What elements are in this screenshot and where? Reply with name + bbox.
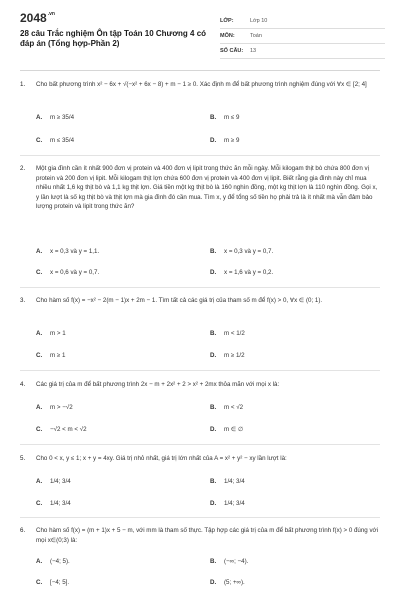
option-label: D.: [210, 137, 217, 144]
option-label: D.: [210, 269, 217, 276]
option-label: C.: [36, 137, 43, 144]
option-c[interactable]: [36, 352, 65, 359]
option-label: B.: [210, 248, 217, 255]
question-number: 1.: [20, 81, 26, 88]
option-text: x = 0,3 và y = 1,1.: [50, 248, 100, 255]
option-text: x = 0,6 và y = 0,7.: [50, 269, 100, 276]
option-b[interactable]: [210, 558, 248, 565]
option-c[interactable]: [36, 500, 71, 507]
meta-value: Lớp 10: [250, 18, 268, 24]
option-text: (−4; 5).: [50, 558, 70, 565]
page-header: [0, 0, 400, 60]
option-label: D.: [210, 500, 217, 507]
option-text: m < √2: [224, 404, 244, 411]
option-label: D.: [210, 579, 217, 586]
option-label: C.: [36, 269, 43, 276]
question-stem: Cho bất phương trình x² − 6x + √(−x² + 6x − 8) + m − 1 ≥ 0. Xác định m để bất phương trình nghiệm đúng với ∀x ∈ [2; 4]: [36, 81, 367, 88]
option-label: A.: [36, 248, 43, 255]
option-text: m < 1/2: [224, 330, 245, 337]
logo-suffix: .vn: [47, 11, 55, 17]
option-label: B.: [210, 558, 217, 565]
option-label: D.: [210, 352, 217, 359]
question-6: [20, 526, 380, 545]
option-text: m ≤ 9: [224, 114, 240, 121]
option-c[interactable]: [36, 137, 74, 144]
option-b[interactable]: [210, 478, 245, 485]
question-divider: [20, 370, 380, 371]
question-number: 4.: [20, 381, 26, 388]
question-divider: [20, 155, 380, 156]
header-divider: [20, 70, 380, 71]
question-divider: [20, 517, 380, 518]
option-d[interactable]: [210, 137, 239, 144]
option-label: A.: [36, 404, 43, 411]
option-text: [−4; 5].: [50, 579, 70, 586]
question-stem: Cho hàm số f(x) = (m + 1)x + 5 − m, với mm là tham số thực. Tập hợp các giá trị của m để bất phương trình f(x) > 0 đúng với mọi x∈(0;3) là:: [36, 527, 378, 544]
question-number: 3.: [20, 297, 26, 304]
option-text: (−∞; −4).: [224, 558, 249, 565]
question-5: [20, 454, 380, 464]
document-title: 28 câu Trắc nghiệm Ôn tập Toán 10 Chương 4 có đáp án (Tổng hợp-Phần 2): [20, 29, 207, 48]
option-a[interactable]: [36, 248, 99, 255]
meta-row-subject: [220, 29, 385, 44]
option-label: A.: [36, 558, 43, 565]
option-text: x = 0,3 và y = 0,7.: [224, 248, 274, 255]
option-a[interactable]: [36, 404, 73, 411]
option-b[interactable]: [210, 114, 239, 121]
option-text: m ≤ 35/4: [50, 137, 75, 144]
option-a[interactable]: [36, 330, 66, 337]
option-text: m > 1: [50, 330, 66, 337]
option-b[interactable]: [210, 404, 243, 411]
question-number: 2.: [20, 165, 26, 172]
meta-row-count: [220, 44, 385, 59]
option-text: −√2 < m < √2: [50, 426, 87, 433]
option-d[interactable]: [210, 269, 273, 276]
option-label: B.: [210, 114, 217, 121]
question-stem: Cho hàm số f(x) = −x² − 2(m − 1)x + 2m − 1. Tìm tất cả các giá trị của tham số m để f(x) > 0, ∀x ∈ (0; 1).: [36, 297, 323, 304]
option-text: (5; +∞).: [224, 579, 245, 586]
question-divider: [20, 444, 380, 445]
option-c[interactable]: [36, 579, 69, 586]
option-text: m ≥ 1/2: [224, 352, 245, 359]
option-label: B.: [210, 404, 217, 411]
question-3: [20, 296, 380, 306]
meta-key: MÔN:: [220, 33, 235, 39]
meta-value: 13: [250, 48, 257, 54]
meta-table: [220, 14, 385, 59]
question-2: [20, 164, 380, 212]
option-d[interactable]: [210, 426, 243, 433]
option-b[interactable]: [210, 248, 273, 255]
option-label: C.: [36, 579, 43, 586]
option-label: A.: [36, 114, 43, 121]
option-text: m ≥ 9: [224, 137, 240, 144]
option-label: A.: [36, 330, 43, 337]
meta-value: Toán: [250, 33, 262, 39]
meta-row-class: [220, 14, 385, 29]
option-text: m ≥ 1: [50, 352, 66, 359]
logo-text: 2048: [20, 11, 47, 25]
option-c[interactable]: [36, 269, 99, 276]
question-stem: Một gia đình cần ít nhất 900 đơn vị protein và 400 đơn vị lipit trong thức ăn mỗi ngày. Mỗi kilogam thịt bò chứa 800 đơn vị protein và 200 đơn vị lipit. Mỗi kilogam thịt lợn chứa 600 đơn vị protein và 400 đơn vị lipit. Biết rằng gia đình này chỉ mua nhiều nhất 1,6 kg thịt bò và 1,1 kg thịt lợn. Giá tiền một kg thịt bò là 160 nghìn đồng, một kg thịt lợn là 110 nghìn đồng. Gọi x, y lần lượt là số kg thịt bò và thịt lợn mà gia đình đó cần mua. Tìm x, y để tổng số tiền họ phải trả là ít nhất mà vẫn đảm bảo lượng protein và lipit trong thức ăn?: [36, 165, 378, 210]
option-text: m ≥ 35/4: [50, 114, 75, 121]
option-text: 1/4; 3/4: [224, 500, 245, 507]
question-divider: [20, 287, 380, 288]
meta-key: LỚP:: [220, 18, 234, 24]
option-text: 1/4; 3/4: [50, 500, 71, 507]
option-a[interactable]: [36, 478, 71, 485]
option-label: C.: [36, 352, 43, 359]
option-d[interactable]: [210, 500, 245, 507]
question-4: [20, 380, 380, 390]
option-c[interactable]: [36, 426, 87, 433]
option-label: D.: [210, 426, 217, 433]
option-label: B.: [210, 478, 217, 485]
question-number: 6.: [20, 527, 26, 534]
question-stem: Cho 0 < x, y ≤ 1; x + y = 4xy. Giá trị nhỏ nhất, giá trị lớn nhất của A = x² + y² − xy lần lượt là:: [36, 455, 287, 462]
option-text: m > −√2: [50, 404, 73, 411]
meta-key: SỐ CÂU:: [220, 48, 244, 54]
option-b[interactable]: [210, 330, 245, 337]
option-d[interactable]: [210, 579, 245, 586]
option-a[interactable]: [36, 558, 70, 565]
option-a[interactable]: [36, 114, 74, 121]
question-number: 5.: [20, 455, 26, 462]
option-text: 1/4; 3/4: [50, 478, 71, 485]
option-text: m ∈ ∅: [224, 426, 244, 433]
option-text: x = 1,6 và y = 0,2.: [224, 269, 274, 276]
option-label: B.: [210, 330, 217, 337]
option-label: C.: [36, 426, 43, 433]
site-logo[interactable]: [20, 11, 55, 25]
option-label: A.: [36, 478, 43, 485]
option-d[interactable]: [210, 352, 245, 359]
option-text: 1/4; 3/4: [224, 478, 245, 485]
option-label: C.: [36, 500, 43, 507]
question-stem: Các giá trị của m để bất phương trình 2x − m + 2x² + 2 > x² + 2mx thỏa mãn với mọi x là:: [36, 381, 280, 388]
question-1: [20, 80, 380, 90]
